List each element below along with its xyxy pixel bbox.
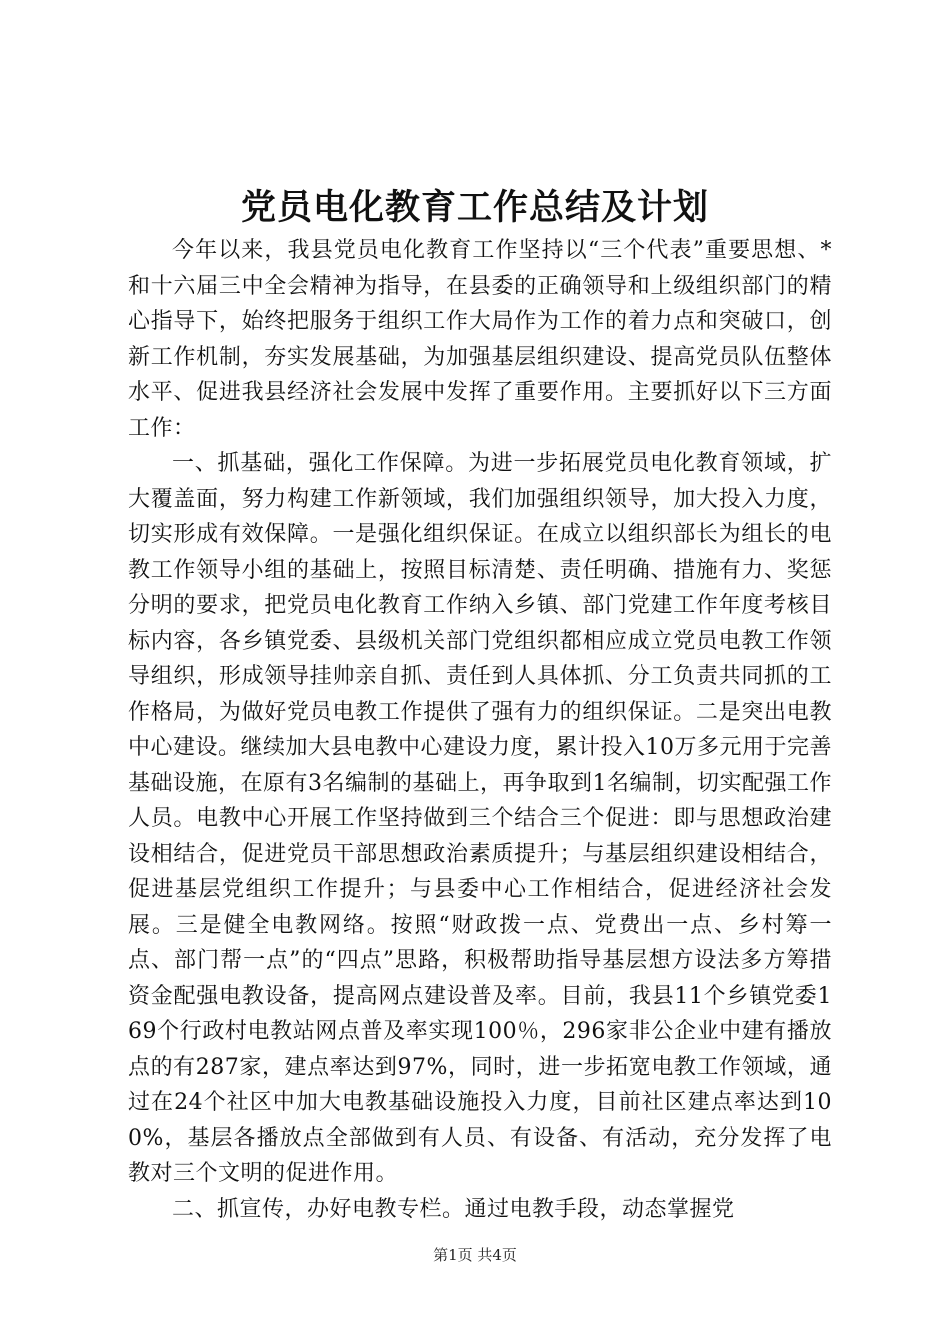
paragraph-section-one: 一、抓基础，强化工作保障。为进一步拓展党员电化教育领域，扩大覆盖面，努力构建工作新领域，我们加强组织领导，加大投入力度，切实形成有效保障。一是强化组织保证。在成立以组织部长为组长的电教工作领导小组的基础上，按照目标清楚、责任明确、措施有力、奖惩分明的要求，把党员电化教育工作纳入乡镇、部门党建工作年度考核目标内容，各乡镇党委、县级机关部门党组织都相应成立党员电教工作领导组织，形成领导挂帅亲自抓、责任到人具体抓、分工负责共同抓的工作格局，为做好党员电教工作提供了强有力的组织保证。二是突出电教中心建设。继续加大县电教中心建设力度，累计投入10万多元用于完善基础设施，在原有3名编制的基础上，再争取到1名编制，切实配强工作人员。电教中心开展工作坚持做到三个结合三个促进：即与思想政治建设相结合，促进党员干部思想政治素质提升；与基层组织建设相结合，促进基层党组织工作提升；与县委中心工作相结合，促进经济社会发展。三是健全电教网络。按照“财政拨一点、党费出一点、乡村筹一点、部门帮一点”的“四点”思路，积极帮助指导基层想方设法多方筹措资金配强电教设备，提高网点建设普及率。目前，我县11个乡镇党委169个行政村电教站网点普及率实现100％，296家非公企业中建有播放点的有287家，建点率达到97%，同时，进一步拓宽电教工作领域，通过在24个社区中加大电教基础设施投入力度，目前社区建点率达到100%，基层各播放点全部做到有人员、有设备、有活动，充分发挥了电教对三个文明的促进作用。 <box>128 451 832 1186</box>
document-title: 党员电化教育工作总结及计划 <box>240 187 709 228</box>
page-footer: 第1页 共4页 <box>433 1246 517 1264</box>
document-body <box>128 233 832 1227</box>
paragraph-intro: 今年以来，我县党员电化教育工作坚持以“三个代表”重要思想、*和十六届三中全会精神为指导，在县委的正确领导和上级组织部门的精心指导下，始终把服务于组织工作大局作为工作的着力点和突破口，创新工作机制，夯实发展基础，为加强基层组织建设、提高党员队伍整体水平、促进我县经济社会发展中发挥了重要作用。主要抓好以下三方面工作： <box>128 238 832 441</box>
paragraph-section-two: 二、抓宣传，办好电教专栏。通过电教手段，动态掌握党 <box>172 1196 735 1222</box>
